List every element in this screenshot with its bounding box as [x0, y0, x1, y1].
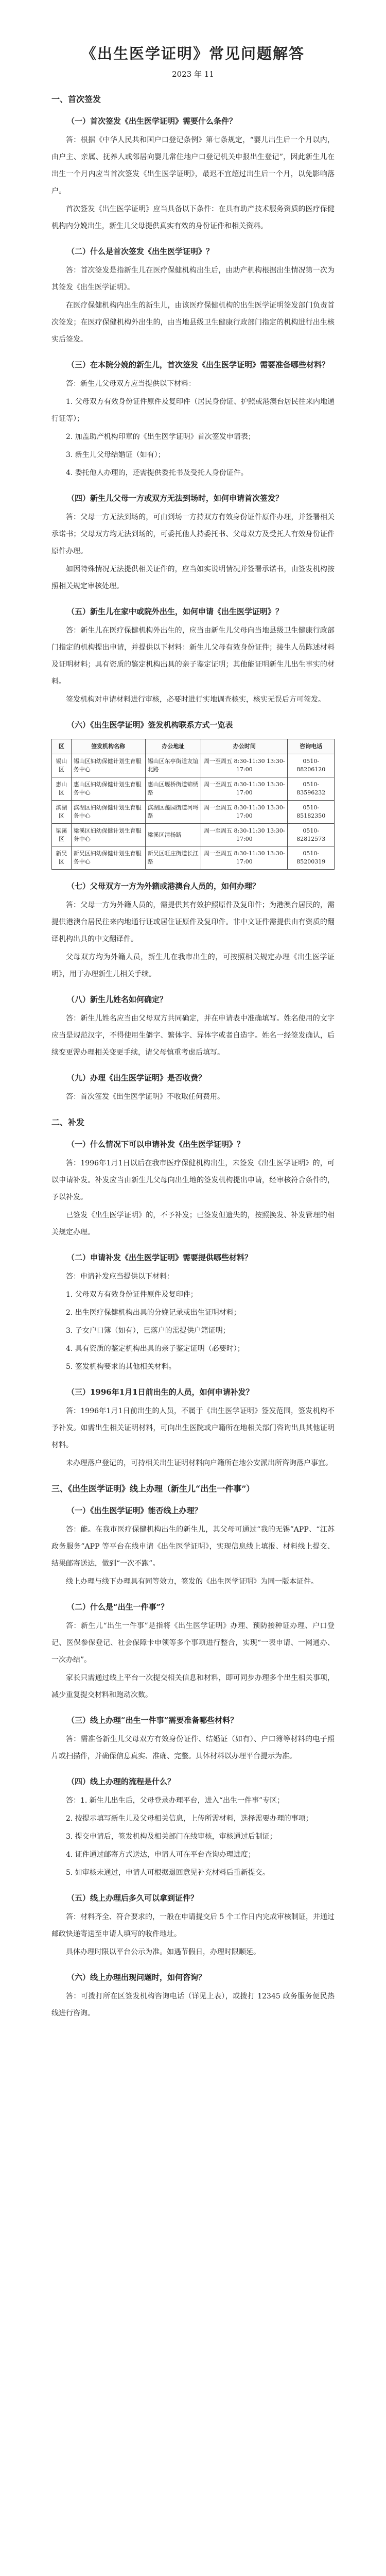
table-cell: 0510-83596232: [288, 777, 335, 800]
table-cell: 梁溪区妇幼保健计划生育服务中心: [71, 823, 145, 846]
question: （六）《出生医学证明》签发机构联系方式一览表: [67, 720, 233, 730]
answer-paragraph: 答：父母一方为外籍人员的，需提供其有效护照原件及复印件；为港澳台居民的，需提供港澳台居民往来内地通行证或居住证原件及复印件。非中文证件需提供由有资质的翻译机构出具的中文翻译件。: [51, 901, 335, 944]
section-heading: 三、《出生医学证明》线上办理（新生儿“出生一件事”）: [51, 1484, 255, 1494]
section-heading: 一、首次签发: [51, 94, 101, 104]
answer-paragraph: 答：新生儿父母双方应当提供以下材料：: [66, 380, 196, 388]
table-cell: 惠山区堰桥街道锦绣路: [145, 777, 201, 800]
question: （一）什么情况下可以申请补发《出生医学证明》？: [67, 1140, 245, 1149]
answer-paragraph: 已签发《出生医学证明》的，不予补发；已签发但遗失的，按照换发、补发管理的相关规定办理。: [51, 1211, 335, 1237]
answer-paragraph: 2. 加盖助产机构印章的《出生医学证明》首次签发申请表；: [66, 433, 255, 441]
answer-paragraph: 3. 新生儿父母结婚证（如有）；: [66, 451, 165, 459]
answer-paragraph: 答：新生儿姓名应当由父母双方共同确定，并在申请表中准确填写。姓名使用的文字应当是规范汉字，不得使用生僻字、繁体字、异体字或者自造字。姓名一经签发确认，后续变更需办理相关变更手续，请父母慎重考虑后填写。: [51, 1014, 335, 1057]
table-cell: 0510-88206120: [288, 754, 335, 777]
answer-paragraph: 答：1. 新生儿出生后，父母登录办理平台，进入“出生一件事”专区；: [66, 1797, 285, 1805]
table-cell: 锡山区妇幼保健计划生育服务中心: [71, 754, 145, 777]
answer-paragraph: 2. 按提示填写新生儿及父母相关信息，上传所需材料，选择需要办理的事项；: [66, 1815, 313, 1823]
table-cell: 梁溪区清扬路: [145, 823, 201, 846]
question: （二）申请补发《出生医学证明》需要提供哪些材料？: [67, 1253, 253, 1263]
answer-paragraph: 答：首次签发是指新生儿在医疗保健机构出生后，由助产机构根据出生情况第一次为其签发《出生医学证明》。: [51, 266, 335, 292]
table-header-row: [52, 739, 335, 754]
table-cell: 0510-82812573: [288, 823, 335, 846]
table-cell: 周一至周五 8:30-11:30 13:30-17:00: [201, 754, 288, 777]
answer-paragraph: 答：申请补发应当提供以下材料：: [66, 1273, 174, 1281]
answer-paragraph: 4. 证件通过邮寄方式送达，申请人可在平台查询办理进度；: [66, 1851, 255, 1859]
answer-paragraph: 具体办理时限以平台公示为准。如遇节假日，办理时限顺延。: [66, 1948, 260, 1957]
answer-paragraph: 3. 提交申请后，签发机构及相关部门在线审核，审核通过后制证；: [66, 1833, 277, 1841]
table-row: [52, 777, 335, 800]
table-cell: 梁溪区: [52, 823, 72, 846]
answer-paragraph: 5. 签发机构要求的其他相关材料。: [66, 1363, 176, 1371]
section-heading: 二、补发: [51, 1117, 85, 1128]
answer-paragraph: 5. 如审核未通过，申请人可根据退回意见补充材料后重新提交。: [66, 1869, 270, 1877]
table-header-cell: 区: [52, 739, 72, 754]
table-cell: 周一至周五 8:30-11:30 13:30-17:00: [201, 846, 288, 870]
question: （三）1996年1月1日前出生的人员，如何申请补发？: [67, 1387, 254, 1397]
question: （四）线上办理的流程是什么？: [67, 1777, 176, 1787]
table-cell: 0510-85200319: [288, 846, 335, 870]
table-header-cell: 办公地址: [145, 739, 201, 754]
table-cell: 周一至周五 8:30-11:30 13:30-17:00: [201, 823, 288, 846]
question: （三）线上办理“出生一件事”需要准备哪些材料？: [67, 1716, 238, 1725]
table-cell: 周一至周五 8:30-11:30 13:30-17:00: [201, 777, 288, 800]
table-row: [52, 800, 335, 823]
faq-sections: [51, 93, 335, 2022]
answer-paragraph: 3. 子女户口簿（如有），已落户的需提供户籍证明；: [66, 1327, 230, 1335]
answer-paragraph: 答：新生儿在医疗保健机构外出生的，应当由新生儿父母向当地县级卫生健康行政部门指定的机构提出申请，并提供以下材料：新生儿父母有效身份证件；接生人员陈述材料及证明材料；具有资质的鉴定机构出具的亲子鉴定证明；其他能证明新生儿出生事实的材料。: [51, 626, 335, 686]
question: （二）什么是“出生一件事”？: [67, 1602, 169, 1612]
answer-paragraph: 答：1996年1月1日前出生的人员，不属于《出生医学证明》签发范围，签发机构不予补发。如需出生相关证明材料，可向出生医院或户籍所在地相关部门咨询出具其他证明材料。: [51, 1407, 335, 1450]
answer-paragraph: 首次签发《出生医学证明》应当具备以下条件：在具有助产技术服务资质的医疗保健机构内分娩出生，新生儿父母提供真实有效的身份证件和相关资料。: [51, 205, 335, 230]
table-header-cell: 签发机构名称: [71, 739, 145, 754]
table-cell: 锡山区东亭街道友谊北路: [145, 754, 201, 777]
answer-paragraph: 4. 委托他人办理的，还需提供委托书及受托人身份证件。: [66, 469, 248, 477]
table-row: [52, 754, 335, 777]
answer-paragraph: 答：能。在我市医疗保健机构出生的新生儿，其父母可通过“我的无锡”APP、“江苏政务服务”APP 等平台在线申请《出生医学证明》，实现信息线上填报、材料线上提交、结果邮寄送达，做到“一次不跑”。: [51, 1526, 335, 1568]
answer-paragraph: 答：首次签发《出生医学证明》不收取任何费用。: [66, 1093, 224, 1101]
table-row: [52, 823, 335, 846]
table-cell: 0510-85182350: [288, 800, 335, 823]
table-header-cell: 咨询电话: [288, 739, 335, 754]
table-cell: 滨湖区: [52, 800, 72, 823]
answer-paragraph: 线上办理与线下办理具有同等效力，签发的《出生医学证明》为同一版本证件。: [66, 1578, 318, 1586]
answer-paragraph: 2. 出生医疗保健机构出具的分娩记录或出生证明材料；: [66, 1309, 241, 1317]
answer-paragraph: 答：父母一方无法到场的，可由到场一方持双方有效身份证件原件办理，并签署相关承诺书；父母双方均无法到场的，可委托他人持委托书、父母双方及受托人有效身份证件原件办理。: [51, 513, 335, 555]
question: （九）办理《出生医学证明》是否收费？: [67, 1073, 206, 1083]
table-cell: 新吴区妇幼保健计划生育服务中心: [71, 846, 145, 870]
question: （八）新生儿姓名如何确定？: [67, 995, 168, 1005]
answer-paragraph: 1. 父母双方有效身份证件原件及复印件；: [66, 1291, 198, 1299]
answer-paragraph: 未办理落户登记的，可持相关出生证明材料向户籍所在地公安派出所咨询落户事宜。: [66, 1459, 332, 1468]
question: （一）首次签发《出生医学证明》需要什么条件？: [67, 116, 237, 126]
table-cell: 新吴区旺庄街道长江路: [145, 846, 201, 870]
table-cell: 锡山区: [52, 754, 72, 777]
answer-paragraph: 如因特殊情况无法提供相关证件的，应当如实说明情况并签署承诺书，由签发机构按照相关规定审核处理。: [51, 565, 335, 590]
question: （七）父母双方一方为外籍或港澳台人员的，如何办理？: [67, 882, 260, 891]
answer-paragraph: 答：可拨打所在区签发机构咨询电话（详见上表），或拨打 12345 政务服务便民热线进行咨询。: [51, 1992, 335, 2018]
table-row: [52, 846, 335, 870]
answer-paragraph: 在医疗保健机构内出生的新生儿，由该医疗保健机构的出生医学证明签发部门负责首次签发；在医疗保健机构外出生的，由当地县级卫生健康行政部门指定的机构进行出生核实后签发。: [51, 301, 335, 344]
answer-paragraph: 答：根据《中华人民共和国户口登记条例》第七条规定，“婴儿出生后一个月以内，由户主、亲属、抚养人或邻居向婴儿常住地户口登记机关申报出生登记”，因此新生儿在出生一个月内应当首次签发《出生医学证明》，最迟不宜超过出生后一个月，以免影响落户。: [51, 136, 335, 195]
document-date: 2023 年 11: [172, 70, 214, 79]
contact-table: [51, 739, 335, 870]
table-cell: 滨湖区蠡园街道河埒路: [145, 800, 201, 823]
answer-paragraph: 家长只需通过线上平台一次提交相关信息和材料，即可同步办理多个出生相关事项，减少重复提交材料和跑动次数。: [51, 1674, 335, 1700]
table-cell: 滨湖区妇幼保健计划生育服务中心: [71, 800, 145, 823]
answer-paragraph: 答：1996年1月1日以后在我市医疗保健机构出生，未签发《出生医学证明》的，可以申请补发。补发应当由新生儿父母向出生地的签发机构提出申请，经审核符合条件的，予以补发。: [51, 1159, 335, 1202]
table-cell: 惠山区妇幼保健计划生育服务中心: [71, 777, 145, 800]
answer-paragraph: 答：新生儿“出生一件事”是指将《出生医学证明》办理、预防接种证办理、户口登记、医保参保登记、社会保障卡申领等多个事项进行整合，实现“一表申请、一网通办、一次办结”。: [51, 1622, 335, 1665]
question: （五）线上办理后多久可以拿到证件？: [67, 1893, 199, 1903]
document-title: 《出生医学证明》常见问题解答: [81, 45, 305, 62]
question: （三）在本院分娩的新生儿，首次签发《出生医学证明》需要准备哪些材料？: [67, 360, 330, 369]
question: （四）新生儿父母一方或双方无法到场时，如何申请首次签发？: [67, 494, 284, 503]
answer-paragraph: 4. 具有资质的鉴定机构出具的亲子鉴定证明（必要时）；: [66, 1345, 244, 1353]
question: （一）《出生医学证明》能否线上办理？: [67, 1506, 202, 1516]
answer-paragraph: 签发机构对申请材料进行审核，必要时进行实地调查核实，核实无误后方可签发。: [66, 696, 325, 704]
answer-paragraph: 父母双方均为外籍人员，新生儿在我市出生的，可按照相关规定办理《出生医学证明》，用于办理新生儿相关手续。: [51, 953, 335, 979]
table-cell: 惠山区: [52, 777, 72, 800]
question: （六）线上办理出现问题时，如何咨询？: [67, 1973, 206, 1982]
answer-paragraph: 答：材料齐全、符合要求的，一般在申请提交后 5 个工作日内完成审核制证，并通过邮政快递寄送至申请人填写的收件地址。: [51, 1913, 335, 1939]
table-header-cell: 办公时间: [201, 739, 288, 754]
answer-paragraph: 答：需准备新生儿父母双方有效身份证件、结婚证（如有）、户口簿等材料的电子照片或扫描件，并确保信息真实、准确、完整。具体材料以办理平台提示为准。: [51, 1735, 335, 1761]
question: （二）什么是首次签发《出生医学证明》？: [67, 247, 214, 256]
answer-paragraph: 1. 父母双方有效身份证件原件及复印件（居民身份证、护照或港澳台居民往来内地通行证等）；: [51, 398, 335, 423]
table-cell: 周一至周五 8:30-11:30 13:30-17:00: [201, 800, 288, 823]
question: （五）新生儿在家中或院外出生，如何申请《出生医学证明》？: [67, 607, 284, 616]
table-cell: 新吴区: [52, 846, 72, 870]
